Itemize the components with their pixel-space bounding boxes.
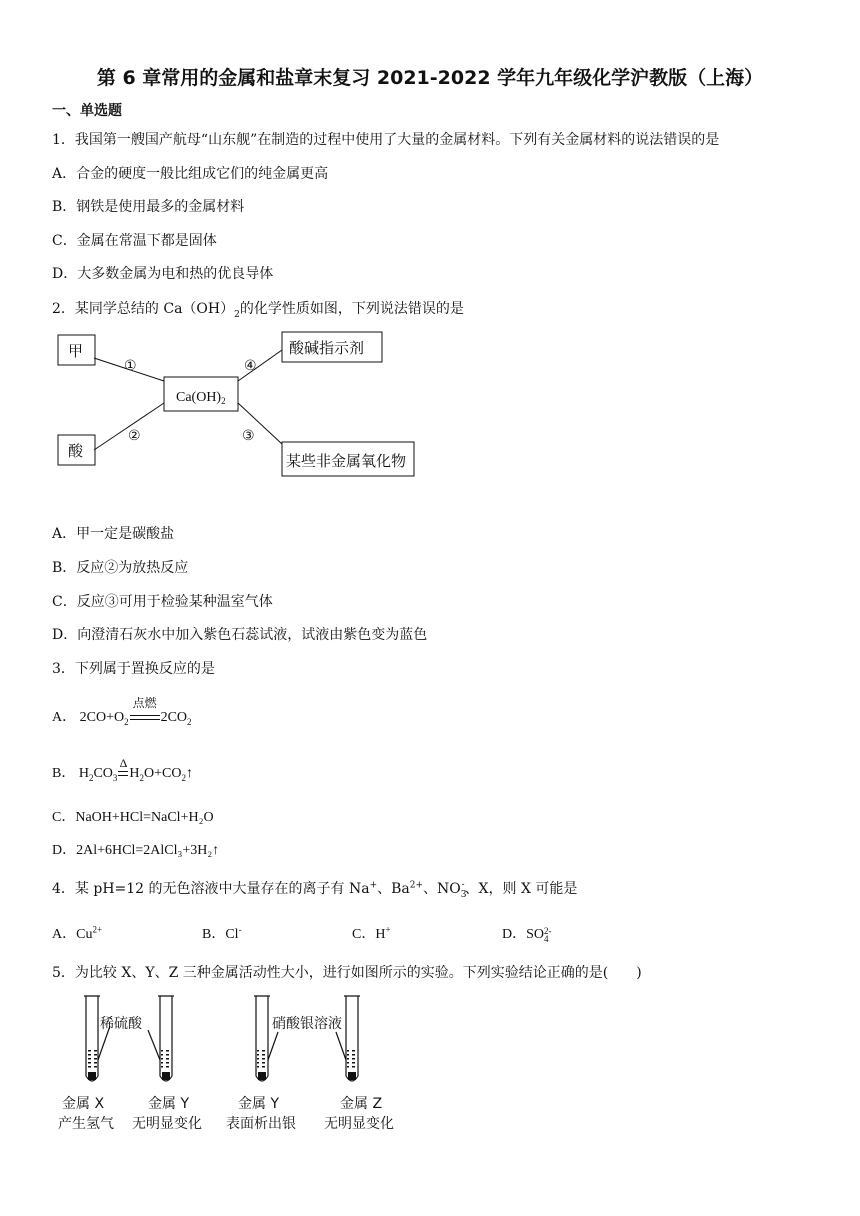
label-acid: 酸 — [68, 442, 84, 460]
q3-option-a: A． $2CO+O_2$ 点燃 $2CO_2$ — [52, 696, 192, 727]
tube3-metal: 金属 Y — [238, 1096, 280, 1112]
marker-2: ② — [128, 428, 141, 444]
label-jia: 甲 — [68, 342, 84, 360]
label-indicator: 酸碱指示剂 — [289, 339, 365, 357]
metal-x-block — [88, 1072, 96, 1080]
tube3-result: 表面析出银 — [226, 1116, 296, 1132]
q1-option-a: A．合金的硬度一般比组成它们的纯金属更高 — [52, 166, 329, 182]
metal-y2-block — [258, 1072, 266, 1080]
question-1-stem: 1．我国第一艘国产航母“山东舰”在制造的过程中使用了大量的金属材料。下列有关金属材料的说法错误的是 — [52, 132, 720, 148]
test-tube-experiment-diagram — [52, 990, 412, 1136]
metal-z-block — [348, 1072, 356, 1080]
q2-option-d: D．向澄清石灰水中加入紫色石蕊试液，试液由紫色变为蓝色 — [52, 627, 428, 643]
label-oxide: 某些非金属氧化物 — [286, 452, 407, 470]
q1-option-d: D．大多数金属为电和热的优良导体 — [52, 266, 274, 282]
q4-option-c: C．H+ — [352, 924, 391, 942]
tube4-result: 无明显变化 — [324, 1116, 394, 1132]
q2-option-b: B．反应②为放热反应 — [52, 560, 189, 576]
q4-option-a: A．$Cu^{2+}$ — [52, 924, 103, 942]
marker-3: ③ — [242, 428, 255, 444]
tube4-metal: 金属 Z — [340, 1096, 383, 1112]
q3-option-d: D．2Al+6HCl=2AlCl₃+3H₂↑ — [52, 843, 220, 858]
tube2-metal: 金属 Y — [148, 1096, 190, 1112]
page-title: 第 6 章常用的金属和盐章末复习 2021-2022 学年九年级化学沪教版（上海） — [96, 67, 764, 89]
question-3-stem: 3．下列属于置换反应的是 — [52, 661, 215, 677]
tube1-metal: 金属 X — [62, 1096, 105, 1112]
tube2-result: 无明显变化 — [132, 1116, 202, 1132]
tube1-result: 产生氢气 — [58, 1116, 114, 1132]
question-4-stem: 4．某 pH=12 的无色溶液中大量存在的离子有 Na+、$Ba^{2+}$、$NO_3^-$、X，则 X 可能是 — [52, 880, 578, 900]
q2-option-a: A．甲一定是碳酸盐 — [52, 526, 175, 542]
question-2-stem: 2．某同学总结的 $Ca(OH)_2$的化学性质如图，下列说法错误的是 — [52, 301, 464, 320]
q4-option-b: B．Cl- — [202, 924, 242, 942]
marker-4: ④ — [244, 358, 257, 374]
q2-option-c: C．反应③可用于检验某种温室气体 — [52, 594, 273, 610]
metal-y-block — [162, 1072, 170, 1080]
question-5-stem: 5．为比较 X、Y、Z 三种金属活动性大小，进行如图所示的实验。下列实验结论正确的是( ) — [52, 965, 642, 981]
q1-option-c: C．金属在常温下都是固体 — [52, 233, 217, 249]
section-heading: 一、单选题 — [52, 103, 122, 119]
label-dilute-sulfuric-acid: 稀硫酸 — [100, 1016, 142, 1032]
q3-option-c: C．NaOH+HCl=NaCl+H₂O — [52, 810, 214, 825]
label-silver-nitrate: 硝酸银溶液 — [272, 1016, 342, 1032]
q1-option-b: B．钢铁是使用最多的金属材料 — [52, 199, 245, 215]
marker-1: ① — [124, 358, 137, 374]
q4-option-d: D．SO 2- 4 — [502, 925, 552, 944]
ca-oh2-property-diagram — [52, 326, 422, 482]
label-center: $Ca(OH)_2$ — [176, 390, 226, 406]
q3-option-b: B． $H_2CO_3$ Δ $H_2O+CO_2↑$ — [52, 756, 194, 783]
